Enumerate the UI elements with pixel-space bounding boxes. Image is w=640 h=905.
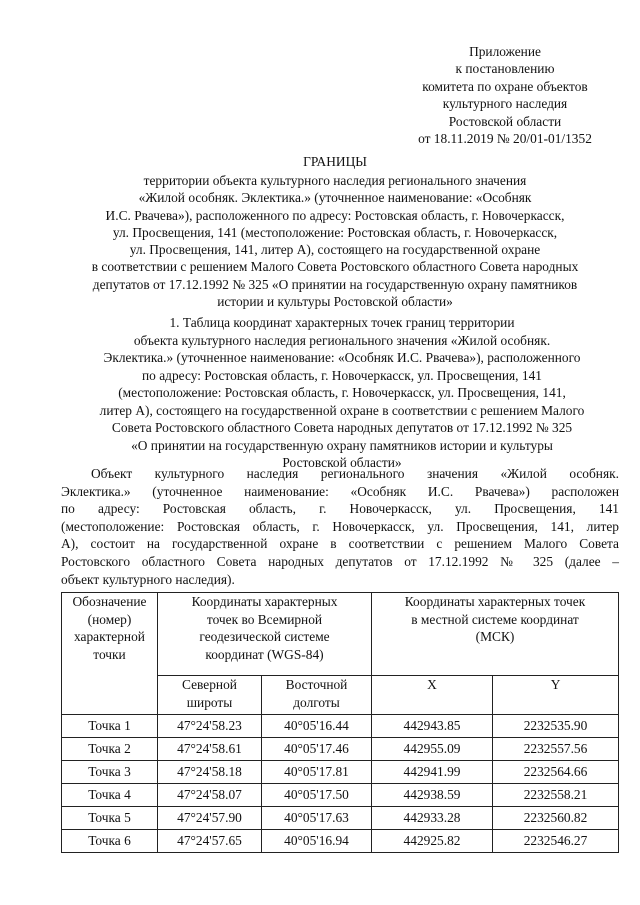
cell-y: 2232535.90 bbox=[493, 715, 619, 738]
caption-line: литер А), состоящего на государственной охране в соответствии с решением Малого bbox=[99, 402, 585, 418]
cell-x: 442943.85 bbox=[372, 715, 493, 738]
appendix-header bbox=[390, 43, 620, 147]
cell-point: Точка 1 bbox=[62, 715, 158, 738]
title-line: ул. Просвещения, 141 (местоположение: Ростовская область, г. Новочеркасск, bbox=[112, 224, 558, 240]
paragraph-line: по адресу: Ростовская область, г. Новочеркасск, ул. Просвещения, 141 bbox=[61, 501, 619, 517]
title-line: ул. Просвещения, 141, литер А), состоящего на государственной охране bbox=[129, 242, 541, 258]
caption-line: Ростовской области» bbox=[282, 455, 402, 470]
title-line: истории и культуры Ростовской области» bbox=[217, 294, 453, 310]
table-row bbox=[62, 738, 619, 761]
cell-x: 442925.82 bbox=[372, 830, 493, 853]
cell-longitude: 40°05'17.81 bbox=[262, 761, 372, 784]
paragraph-line: А), состоит на государственной охране в соответствии с решением Малого Совета bbox=[61, 536, 619, 552]
cell-x: 442938.59 bbox=[372, 784, 493, 807]
title-line: И.С. Рвачева»), расположенного по адресу: Ростовская область, г. Новочеркасск, bbox=[105, 207, 565, 223]
cell-y: 2232557.56 bbox=[493, 738, 619, 761]
page-title: ГРАНИЦЫ bbox=[303, 154, 367, 169]
appendix-line: Приложение bbox=[469, 44, 541, 59]
caption-line: «О принятии на государственную охрану памятников истории и культуры bbox=[131, 437, 553, 453]
paragraph-line: Эклектика.» (уточненное наименование: «Особняк И.С. Рвачева») расположен bbox=[61, 483, 619, 499]
title-line: депутатов от 17.12.1992 № 325 «О принятии на государственную охрану памятников bbox=[92, 276, 578, 292]
cell-latitude: 47°24'58.18 bbox=[158, 761, 262, 784]
table-row bbox=[62, 807, 619, 830]
caption-line: Эклектика.» (уточненное наименование: «Особняк И.С. Рвачева»), расположенного bbox=[103, 350, 581, 365]
table-row bbox=[62, 715, 619, 738]
column-header-east-longitude: Восточной долготы bbox=[262, 676, 372, 715]
document-title-block bbox=[50, 152, 620, 310]
paragraph-line: Ростовского областного Совета народных депутатов от 17.12.1992 № 325 (далее – bbox=[61, 553, 619, 569]
title-line: территории объекта культурного наследия регионального значения bbox=[143, 173, 527, 188]
title-line: в соответствии с решением Малого Совета Ростовского областного Совета народных bbox=[91, 259, 579, 275]
column-header-x: X bbox=[372, 676, 493, 715]
appendix-line: Ростовской области bbox=[448, 113, 562, 129]
caption-line: по адресу: Ростовская область, г. Новочеркасск, ул. Просвещения, 141 bbox=[142, 367, 542, 383]
appendix-line: культурного наследия bbox=[442, 96, 568, 112]
cell-latitude: 47°24'58.61 bbox=[158, 738, 262, 761]
cell-y: 2232558.21 bbox=[493, 784, 619, 807]
cell-point: Точка 6 bbox=[62, 830, 158, 853]
cell-longitude: 40°05'16.94 bbox=[262, 830, 372, 853]
cell-latitude: 47°24'58.23 bbox=[158, 715, 262, 738]
title-line: «Жилой особняк. Эклектика.» (уточненное наименование: «Особняк bbox=[138, 190, 532, 206]
cell-latitude: 47°24'58.07 bbox=[158, 784, 262, 807]
cell-y: 2232546.27 bbox=[493, 830, 619, 853]
caption-line: Совета Ростовского областного Совета народных депутатов от 17.12.1992 № 325 bbox=[111, 420, 573, 435]
appendix-line: от 18.11.2019 № 20/01-01/1352 bbox=[418, 131, 592, 147]
caption-line: 1. Таблица координат характерных точек границ территории bbox=[169, 315, 515, 330]
column-header-north-latitude: Северной широты bbox=[158, 676, 262, 715]
appendix-line: комитета по охране объектов bbox=[422, 78, 588, 94]
cell-y: 2232564.66 bbox=[493, 761, 619, 784]
column-group-msk: Координаты характерных точек в местной системе координат (МСК) bbox=[372, 593, 619, 676]
table-header-row bbox=[62, 593, 619, 676]
paragraph-line: Объект культурного наследия регионального значения «Жилой особняк. bbox=[91, 466, 619, 481]
cell-longitude: 40°05'17.50 bbox=[262, 784, 372, 807]
coordinates-table bbox=[61, 592, 619, 853]
body-paragraph bbox=[61, 465, 619, 588]
cell-x: 442941.99 bbox=[372, 761, 493, 784]
caption-line: объекта культурного наследия регионального значения «Жилой особняк. bbox=[133, 332, 551, 348]
table-row bbox=[62, 830, 619, 853]
column-header-point-name: Обозначение (номер) характерной точки bbox=[62, 593, 158, 715]
cell-longitude: 40°05'17.46 bbox=[262, 738, 372, 761]
appendix-line: к постановлению bbox=[455, 61, 555, 77]
table-row bbox=[62, 761, 619, 784]
cell-x: 442955.09 bbox=[372, 738, 493, 761]
cell-point: Точка 3 bbox=[62, 761, 158, 784]
cell-latitude: 47°24'57.65 bbox=[158, 830, 262, 853]
cell-longitude: 40°05'17.63 bbox=[262, 807, 372, 830]
column-header-y: Y bbox=[493, 676, 619, 715]
table-caption bbox=[64, 314, 620, 472]
caption-line: (местоположение: Ростовская область, г. Новочеркасск, ул. Просвещения, 141, bbox=[118, 385, 566, 400]
cell-latitude: 47°24'57.90 bbox=[158, 807, 262, 830]
cell-longitude: 40°05'16.44 bbox=[262, 715, 372, 738]
table-row bbox=[62, 784, 619, 807]
cell-x: 442933.28 bbox=[372, 807, 493, 830]
paragraph-line: (местоположение: Ростовская область, г. Новочеркасск, ул. Просвещения, 141, литер bbox=[61, 518, 619, 534]
column-group-wgs84: Координаты характерных точек во Всемирной геодезической системе координат (WGS-84) bbox=[158, 593, 372, 676]
paragraph-line: объект культурного наследия). bbox=[61, 571, 235, 587]
cell-point: Точка 2 bbox=[62, 738, 158, 761]
cell-y: 2232560.82 bbox=[493, 807, 619, 830]
cell-point: Точка 4 bbox=[62, 784, 158, 807]
cell-point: Точка 5 bbox=[62, 807, 158, 830]
